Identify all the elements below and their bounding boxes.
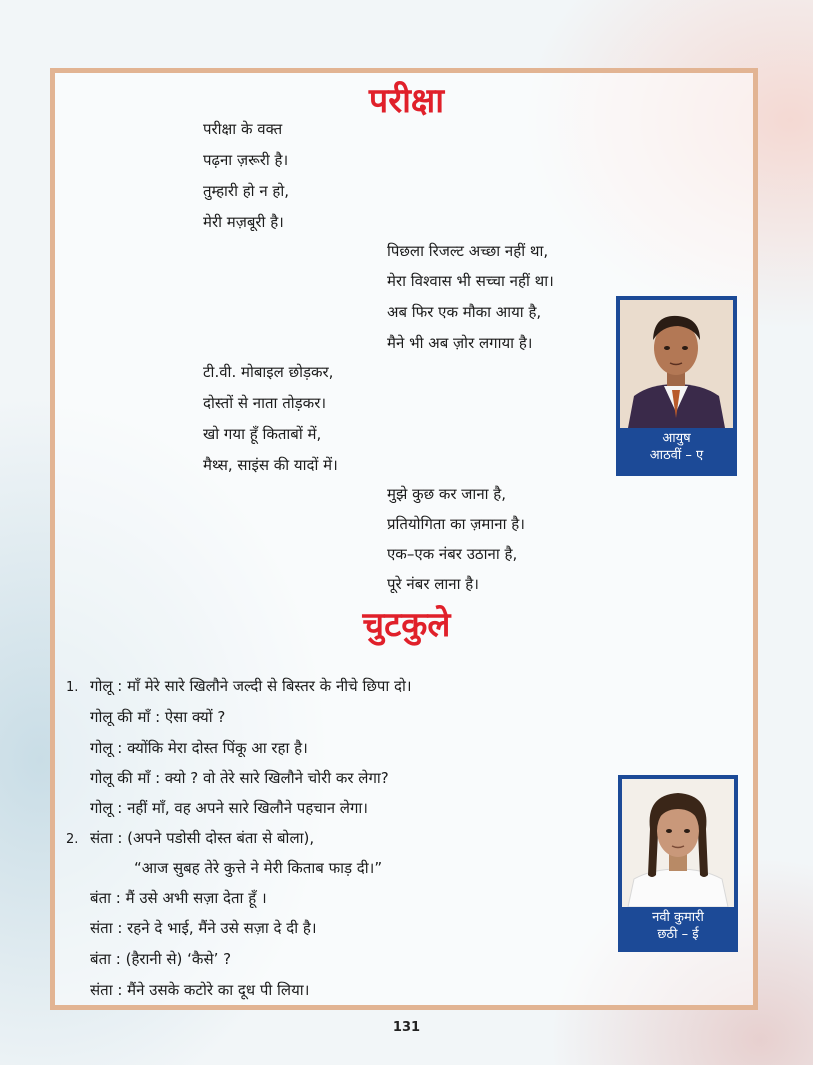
joke-line: संता : (अपने पडोसी दोस्त बंता से बोला), [90, 829, 315, 847]
poem-line: दोस्तों से नाता तोड़कर। [203, 394, 327, 412]
girl-portrait-icon [622, 779, 734, 907]
joke-number: 1. [66, 680, 79, 695]
joke-line: बंता : (हैरानी से) ‘कैसे’ ? [90, 950, 232, 968]
author-photo [620, 300, 733, 428]
poem-line: प्रतियोगिता का ज़माना है। [387, 515, 525, 533]
joke-line: गोलू की माँ : क्यो ? वो तेरे सारे खिलौने चोरी कर लेगा? [90, 769, 389, 787]
poem-title: परीक्षा [368, 81, 445, 121]
poem-line: पूरे नंबर लाना है। [387, 575, 479, 593]
boy-portrait-icon [620, 300, 733, 428]
poem-line: मेरा विश्वास भी सच्चा नहीं था। [387, 272, 554, 290]
poem-line: पिछला रिजल्ट अच्छा नहीं था, [387, 242, 549, 260]
poem-line: टी.वी. मोबाइल छोड़कर, [203, 363, 334, 381]
poem-line: मेरी मज़बूरी है। [203, 213, 284, 231]
joke-line: “आज सुबह तेरे कुत्ते ने मेरी किताब फाड़ दी।” [134, 859, 383, 877]
poem-line: खो गया हूँ किताबों में, [203, 425, 322, 443]
joke-line: गोलू : माँ मेरे सारे खिलौने जल्दी से बिस्तर के नीचे छिपा दो। [90, 677, 412, 695]
poem-line: मैथ्स, साइंस की यादों में। [203, 456, 338, 474]
poem-line: तुम्हारी हो न हो, [203, 182, 290, 200]
poem-line: मैने भी अब ज़ोर लगाया है। [387, 334, 533, 352]
poem-line: एक–एक नंबर उठाना है, [387, 545, 518, 563]
poem-line: अब फिर एक मौका आया है, [387, 303, 542, 321]
joke-number: 2. [66, 832, 79, 847]
joke-line: गोलू : नहीं माँ, वह अपने सारे खिलौने पहचान लेगा। [90, 799, 368, 817]
page-number: 131 [392, 1020, 421, 1035]
joke-line: गोलू : क्योंकि मेरा दोस्त पिंकू आ रहा है। [90, 739, 308, 757]
author-class: छठी – ई [657, 927, 699, 942]
author-card-ayush [616, 296, 737, 476]
poem-line: मुझे कुछ कर जाना है, [387, 485, 507, 503]
author-name: आयुष [662, 431, 691, 446]
poem-line: पढ़ना ज़रूरी है। [203, 151, 289, 169]
author-name: नवी कुमारी [652, 910, 704, 925]
joke-line: संता : रहने दे भाई, मैंने उसे सज़ा दे दी है। [90, 919, 317, 937]
author-photo [622, 779, 734, 907]
joke-line: संता : मैंने उसके कटोरे का दूध पी लिया। [90, 981, 310, 999]
author-card-navi [618, 775, 738, 952]
jokes-title: चुटकुले [362, 605, 451, 645]
joke-line: बंता : मैं उसे अभी सज़ा देता हूँ । [90, 889, 267, 907]
author-class: आठवीं – ए [649, 448, 704, 463]
joke-line: गोलू की माँ : ऐसा क्यों ? [90, 708, 226, 726]
poem-line: परीक्षा के वक्त [203, 120, 283, 138]
